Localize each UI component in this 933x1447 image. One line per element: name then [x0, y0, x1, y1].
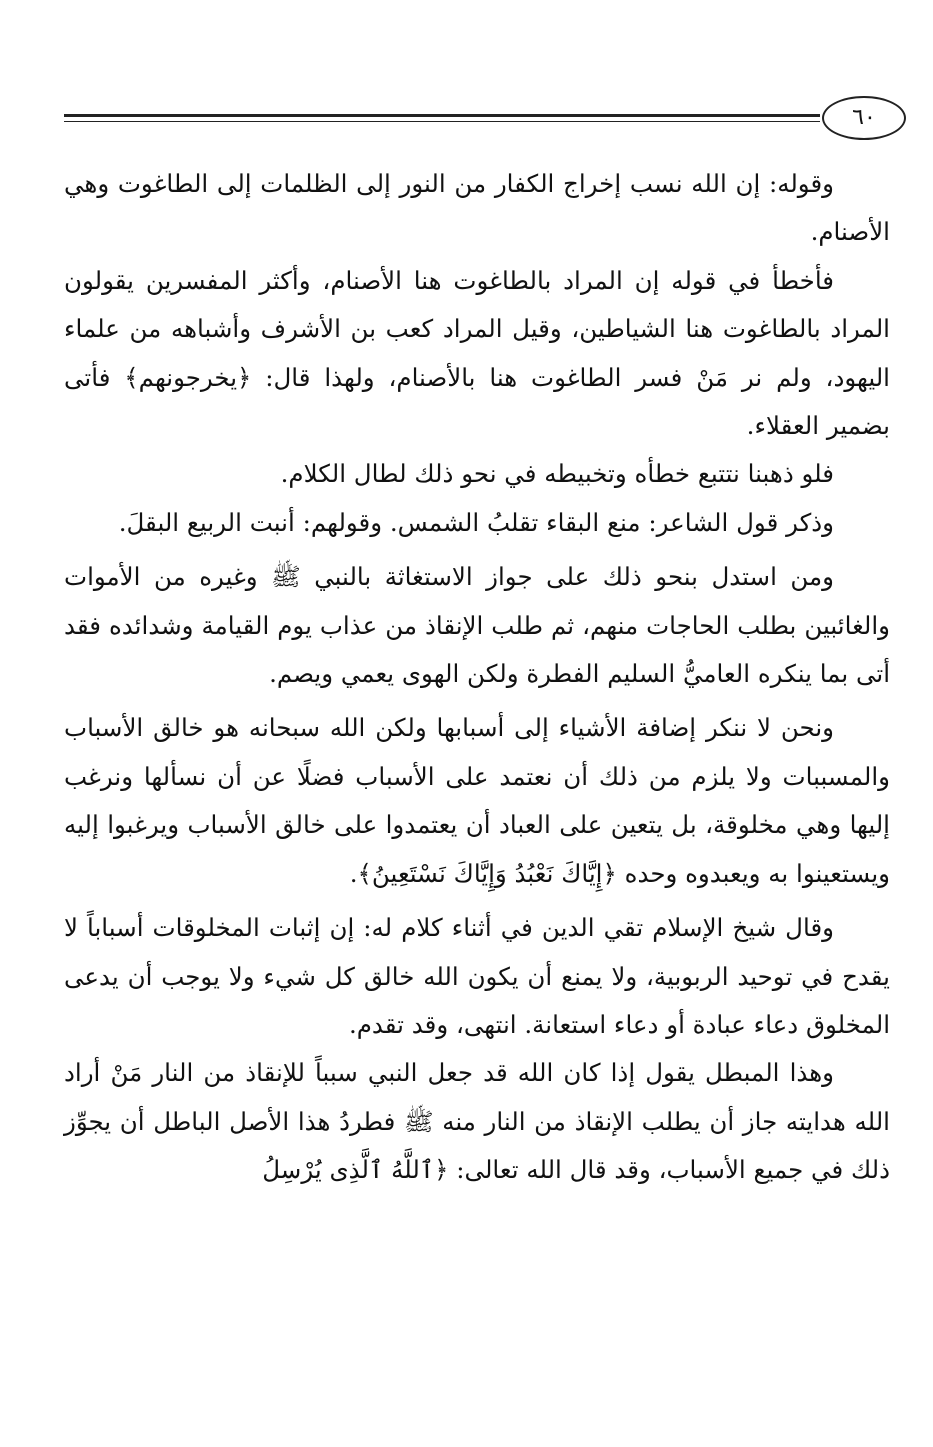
paragraph: وقال شيخ الإسلام تقي الدين في أثناء كلام له: إن إثبات المخلوقات أسباباً لا يقدح في توحيد الربوبية، ولا يمنع أن يكون الله خالق كل شيء ولا يوجب أن يدعى المخلوق دعاء عبادة أو دعاء استعانة. انتهى، وقد تقدم.: [64, 913, 890, 1039]
paragraph: وهذا المبطل يقول إذا كان الله قد جعل النبي سبباً للإنقاذ من النار مَنْ أراد الله هدايته جاز أن يطلب الإنقاذ من النار منه ﷺ فطردُ هذا الأصل الباطل أن يجوِّز ذلك في جميع الأسباب، وقد قال الله تعالى: ﴿ٱللَّهُ ٱلَّذِى يُرْسِلُ: [64, 1058, 890, 1185]
header-rule: [64, 114, 820, 122]
paragraph: وقوله: إن الله نسب إخراج الكفار من النور إلى الظلمات إلى الطاغوت وهي الأصنام.: [64, 169, 890, 247]
paragraph: ومن استدل بنحو ذلك على جواز الاستغاثة بالنبي ﷺ وغيره من الأموات والغائبين بطلب الحاجات منهم، ثم طلب الإنقاذ من عذاب يوم القيامة وشدائده فقد أتى بما ينكره العاميُّ السليم الفطرة ولكن الهوى يعمي ويصم.: [64, 562, 890, 689]
paragraph: فأخطأ في قوله إن المراد بالطاغوت هنا الأصنام، وأكثر المفسرين يقولون المراد بالطاغوت هنا الشياطين، وقيل المراد كعب بن الأشرف وأشباهه من علماء اليهود، ولم نر مَنْ فسر الطاغوت هنا بالأصنام، ولهذا قال: ﴿يخرجونهم﴾ فأتى بضمير العقلاء.: [64, 265, 890, 441]
page-body: [64, 160, 890, 1195]
page-header: [64, 96, 906, 146]
page-number: ٦٠: [822, 96, 906, 140]
paragraph: فلو ذهبنا نتتبع خطأه وتخبيطه في نحو ذلك لطال الكلام.: [280, 459, 834, 489]
paragraph: ونحن لا ننكر إضافة الأشياء إلى أسبابها ولكن الله سبحانه هو خالق الأسباب والمسببات ولا يلزم من ذلك أن نعتمد على الأسباب فضلًا عن أن نسألها ونرغب إليها وهي مخلوقة، بل يتعين على العباد أن يعتمدوا على خالق الأسباب ويرغبوا إليه ويستعينوا به ويعبدوه وحده ﴿إِيَّاكَ نَعْبُدُ وَإِيَّاكَ نَسْتَعِينُ﴾.: [64, 713, 890, 888]
paragraph: وذكر قول الشاعر: منع البقاء تقلبُ الشمس. وقولهم: أنبت الربيع البقلَ.: [118, 507, 834, 537]
